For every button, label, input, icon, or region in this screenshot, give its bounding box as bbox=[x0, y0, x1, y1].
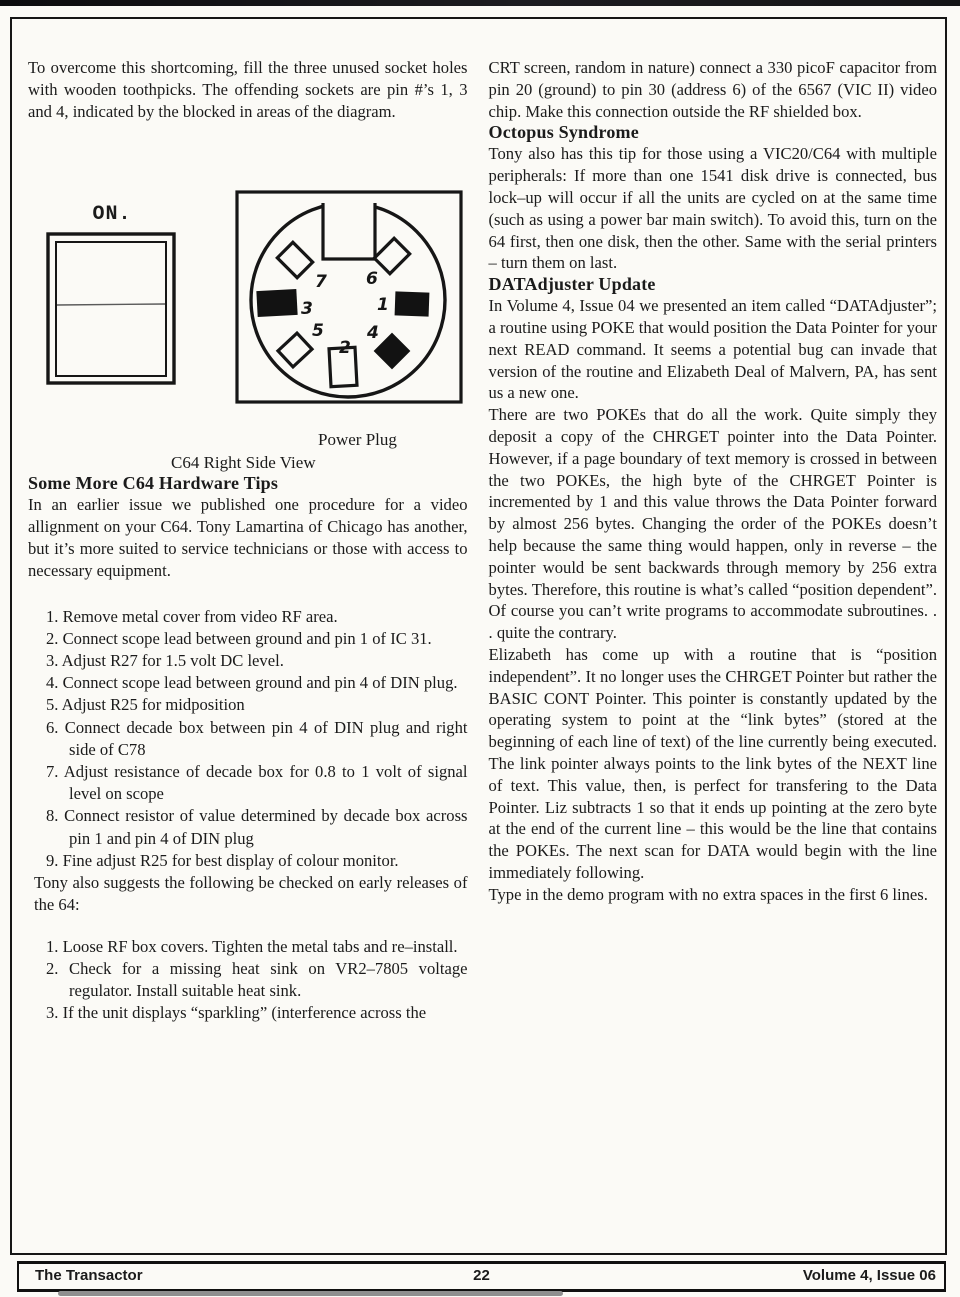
list-item: 2. Check for a missing heat sink on VR2–7805 voltage regulator. Install suitable heat sink. bbox=[46, 958, 468, 1001]
caption-side-view: C64 Right Side View bbox=[171, 453, 316, 473]
two-column-layout bbox=[12, 19, 945, 1024]
intro-paragraph: To overcome this shortcoming, fill the three unused socket holes with wooden toothpicks. The offending sockets are pin #’s 1, 3 and 4, indicated by the blocked in areas of the diagram. bbox=[28, 58, 468, 121]
power-switch-block bbox=[46, 203, 178, 404]
list-item: 1. Loose RF box covers. Tighten the metal tabs and re–install. bbox=[46, 936, 458, 956]
list-item: 1. Remove metal cover from video RF area. bbox=[46, 606, 338, 626]
scan-edge-top bbox=[0, 0, 960, 6]
pin-1-blocked bbox=[395, 292, 430, 317]
pin-2-label: 2 bbox=[339, 338, 351, 359]
footer-magazine-title: The Transactor bbox=[35, 1267, 143, 1284]
power-plug-diagram bbox=[28, 190, 468, 404]
left-column bbox=[28, 57, 468, 1024]
datadjuster-paragraph-4: Type in the demo program with no extra spaces in the first 6 lines. bbox=[488, 884, 928, 904]
right-column bbox=[489, 57, 937, 1024]
pin-5-label: 5 bbox=[312, 321, 324, 342]
pin-1-label: 1 bbox=[377, 295, 389, 316]
switch-inner-frame bbox=[56, 242, 166, 376]
list-item: 4. Connect scope lead between ground and pin 4 of DIN plug. bbox=[46, 673, 458, 693]
pin-4-label: 4 bbox=[367, 323, 379, 344]
list-item: 2. Connect scope lead between ground and pin 1 of IC 31. bbox=[46, 628, 432, 648]
switch-mid-line bbox=[57, 304, 165, 305]
procedure-list bbox=[28, 606, 468, 872]
pin-6-hole bbox=[374, 239, 409, 274]
pin-3-blocked bbox=[256, 289, 297, 317]
pin-6-label: 6 bbox=[366, 269, 378, 290]
plug-notch-mask bbox=[322, 199, 376, 259]
hardware-tips-heading: Some More C64 Hardware Tips bbox=[28, 473, 279, 494]
list-item: 3. If the unit displays “sparkling” (interference across the bbox=[46, 1003, 427, 1023]
pin-4-blocked bbox=[374, 333, 411, 370]
page-border bbox=[10, 17, 947, 1255]
pin-7-hole bbox=[277, 243, 312, 278]
page-footer bbox=[17, 1261, 946, 1292]
switch-outer-frame bbox=[48, 234, 174, 383]
list-item: 3. Adjust R27 for 1.5 volt DC level. bbox=[46, 650, 284, 670]
caption-power-plug: Power Plug bbox=[318, 430, 397, 450]
early-release-checklist bbox=[28, 936, 468, 1025]
list-item: 6. Connect decade box between pin 4 of DIN plug and right side of C78 bbox=[46, 717, 468, 759]
continuation-paragraph: CRT screen, random in nature) connect a 330 picoF capacitor from pin 20 (ground) to pin 30 (address 6) of the 6567 (VIC II) video chip. Make this connection outside the RF shielded box. bbox=[488, 58, 937, 121]
switch-on-label: ON. bbox=[92, 203, 132, 227]
pin-7-label: 7 bbox=[315, 272, 327, 293]
pin-5-hole bbox=[278, 333, 312, 367]
list-item: 5. Adjust R25 for midposition bbox=[46, 695, 245, 715]
power-switch-drawing bbox=[46, 232, 176, 385]
footer-issue-label: Volume 4, Issue 06 bbox=[802, 1267, 936, 1284]
datadjuster-heading: DATAdjuster Update bbox=[488, 274, 656, 295]
octopus-paragraph: Tony also has this tip for those using a VIC20/C64 with multiple peripherals: If more than one 1541 disk drive is connected, bus lock–up will occur if all the units are cycled on at the same time (such as using a power bar main switch). To avoid this, turn on the 64 first, then one disk, then the other. Same with the serial printers – turn them on last. bbox=[488, 144, 937, 273]
datadjuster-paragraph-2: There are two POKEs that do all the work. Quite simply they deposit a copy of the CHRGET pointer into the Data Pointer. However, if a page boundary of text memory is crossed in between the two POKEs, the high byte of the CHRGET Pointer is incremented by 1 and this value throws the Data Pointer forward by almost 256 bytes. Changing the order of the POKEs doesn’t help because the same thing would happen, only in reverse – the pointer would be sent backwards through memory by 256 extra bytes. Therefore, this routine is what’s called “position dependent”. Of course you can’t write programs to accommodate subroutines. . . quite the contrary. bbox=[488, 405, 937, 643]
footer-page-number: 22 bbox=[473, 1267, 490, 1284]
octopus-syndrome-heading: Octopus Syndrome bbox=[488, 122, 639, 143]
scan-edge-bottom bbox=[58, 1291, 563, 1296]
din-plug-drawing bbox=[235, 190, 463, 404]
alignment-paragraph: In an earlier issue we published one procedure for a video allignment on your C64. Tony Lamartina of Chicago has another, but it’s more suited to service technicians or those with access to necessary equipment. bbox=[28, 495, 468, 580]
pin-3-label: 3 bbox=[301, 299, 313, 320]
datadjuster-paragraph-1: In Volume 4, Issue 04 we presented an item called “DATAdjuster”; a routine using POKE that would position the Data Pointer for your next READ command. It seems a potential bug can invade that version of the routine and Elizabeth Deal of Malvern, PA, has sent us a new one. bbox=[488, 296, 937, 403]
early-releases-paragraph: Tony also suggests the following be checked on early releases of the 64: bbox=[34, 873, 468, 914]
datadjuster-paragraph-3: Elizabeth has come up with a routine that is “position independent”. It no longer uses the CHRGET Pointer but rather the BASIC CONT Pointer. This pointer is constantly updated by the operating system to point at the “link bytes” (stored at the beginning of each line of text) of the line currently being executed. The link pointer always points to the link bytes of the NEXT line of text. This value, then, is perfect for transfering to the Data Pointer. Liz subtracts 1 so that it ends up pointing at the zero byte at the end of the current line – this would be the line that contains the POKEs. The next scan for DATA would begin with the line immediately following. bbox=[488, 644, 937, 882]
list-item: 7. Adjust resistance of decade box for 0.8 to 1 volt of signal level on scope bbox=[46, 762, 468, 804]
list-item: 8. Connect resistor of value determined by decade box across pin 1 and pin 4 of DIN plug bbox=[46, 806, 468, 848]
list-item: 9. Fine adjust R25 for best display of colour monitor. bbox=[46, 850, 399, 870]
